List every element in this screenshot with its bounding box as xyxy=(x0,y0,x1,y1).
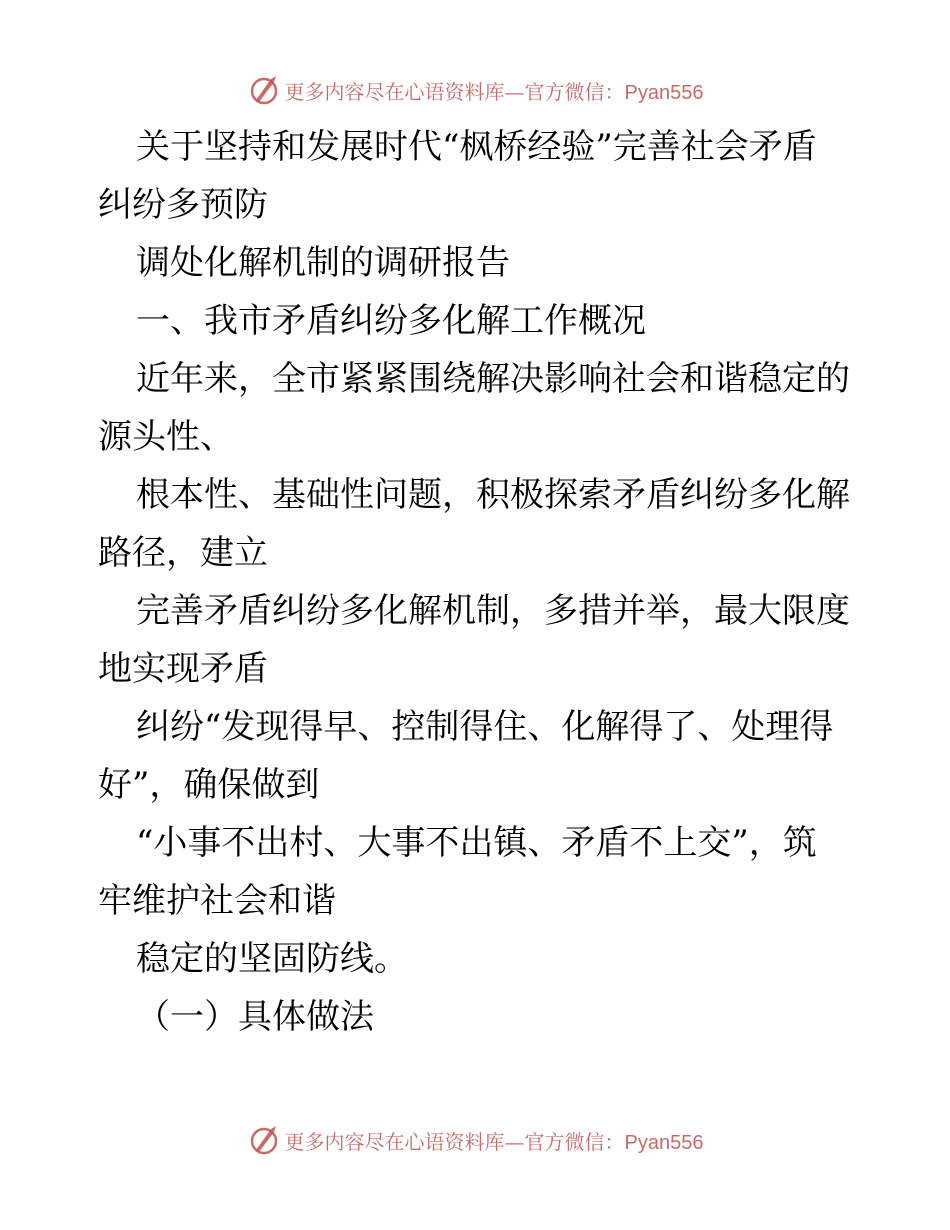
paragraph-line: 纠纷“发现得早、控制得住、化解得了、处理得 xyxy=(136,707,834,747)
footer-watermark xyxy=(0,1120,950,1160)
title-line-1: 关于坚持和发展时代“枫桥经验”完善社会矛盾 xyxy=(136,127,817,167)
header-watermark xyxy=(0,70,950,110)
title-line-3: 调处化解机制的调研报告 xyxy=(136,243,510,283)
paragraph-line: 牢维护社会和谐 xyxy=(98,881,336,921)
paragraph-line: 好”，确保做到 xyxy=(98,765,320,805)
watermark-text: 更多内容尽在心语资料库—官方微信：Pyan556 xyxy=(284,1129,704,1154)
paragraph-line: 路径，建立 xyxy=(98,533,268,573)
quill-pen-icon xyxy=(247,73,281,107)
subsection-heading: （一）具体做法 xyxy=(136,997,374,1037)
paragraph-line: 稳定的坚固防线。 xyxy=(136,939,408,979)
paragraph-line: 近年来，全市紧紧围绕解决影响社会和谐稳定的 xyxy=(136,359,850,399)
section-heading: 一、我市矛盾纠纷多化解工作概况 xyxy=(136,301,646,341)
document-body xyxy=(98,118,858,1046)
watermark-text: 更多内容尽在心语资料库—官方微信：Pyan556 xyxy=(284,79,704,104)
paragraph-line: 地实现矛盾 xyxy=(98,649,268,689)
paragraph-line: 源头性、 xyxy=(98,417,234,457)
paragraph-line: 完善矛盾纠纷多化解机制，多措并举，最大限度 xyxy=(136,591,850,631)
paragraph-line: “小事不出村、大事不出镇、矛盾不上交”，筑 xyxy=(136,823,817,863)
title-line-2: 纠纷多预防 xyxy=(98,185,268,225)
quill-pen-icon xyxy=(247,1123,281,1157)
paragraph-line: 根本性、基础性问题，积极探索矛盾纠纷多化解 xyxy=(136,475,850,515)
